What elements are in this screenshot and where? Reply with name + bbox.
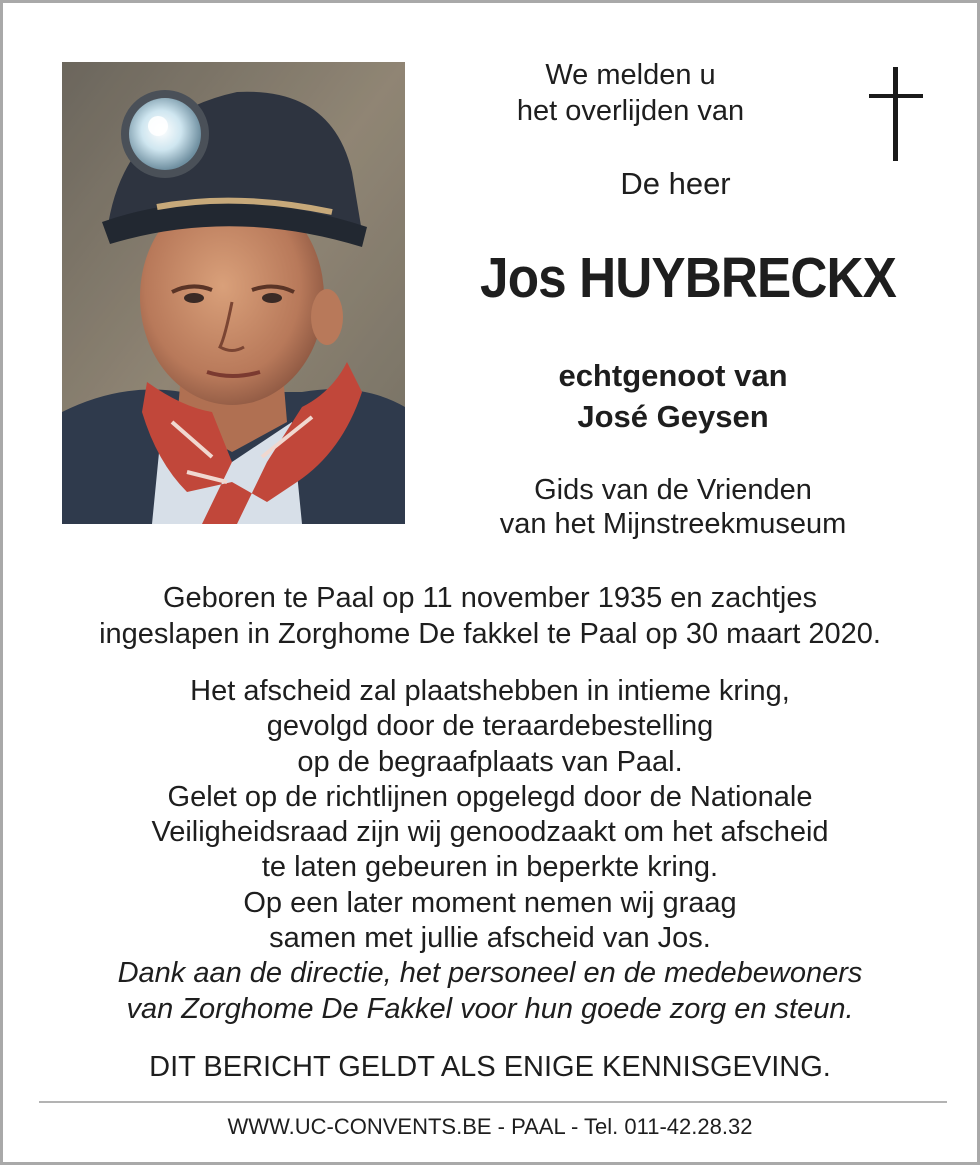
role-line-2: van het Mijnstreekmuseum (499, 508, 847, 540)
sole-notice: DIT BERICHT GELDT ALS ENIGE KENNISGEVING. (149, 1051, 831, 1083)
footer-divider (39, 1101, 947, 1103)
cross-icon (869, 67, 923, 161)
announcement-intro (473, 57, 788, 129)
intro-line-1: We melden u (545, 59, 716, 91)
body-line: Veiligheidsraad zijn wij genoodzaakt om het afscheid (151, 816, 829, 849)
body-line: Het afscheid zal plaatshebben in intieme kring, (190, 675, 790, 707)
body-line: Op een later moment nemen wij graag (243, 886, 737, 919)
body-line: gevolgd door de teraardebestelling (266, 710, 714, 743)
spouse-line-2: José Geysen (577, 399, 769, 434)
farewell-paragraph (23, 674, 957, 1027)
role-info (473, 473, 873, 541)
thanks-line: van Zorghome De Fakkel voor hun goede zorg en steun. (126, 992, 854, 1025)
body-line: te laten gebeuren in beperkte kring. (261, 851, 719, 884)
role-line-1: Gids van de Vrienden (534, 474, 812, 506)
footer-contact: WWW.UC-CONVENTS.BE - PAAL - Tel. 011-42.28.32 (227, 1114, 753, 1139)
spouse-line-1: echtgenoot van (558, 358, 788, 393)
spouse-info (473, 355, 873, 437)
body-line: samen met jullie afscheid van Jos. (269, 922, 711, 955)
birth-line-1: Geboren te Paal op 11 november 1935 en zachtjes (162, 582, 817, 614)
body-line: op de begraafplaats van Paal. (297, 745, 683, 778)
body-line: Gelet op de richtlijnen opgelegd door de Nationale (167, 780, 813, 813)
deceased-name: Jos HUYBRECKX (480, 246, 896, 310)
intro-line-2: het overlijden van (516, 95, 745, 127)
honorific: De heer (620, 166, 731, 201)
portrait-painting-image (62, 62, 405, 524)
thanks-line: Dank aan de directie, het personeel en de medebewoners (117, 957, 863, 990)
birth-line-2: ingeslapen in Zorghome De fakkel te Paal op 30 maart 2020. (99, 618, 881, 650)
birth-death-paragraph (23, 580, 957, 652)
